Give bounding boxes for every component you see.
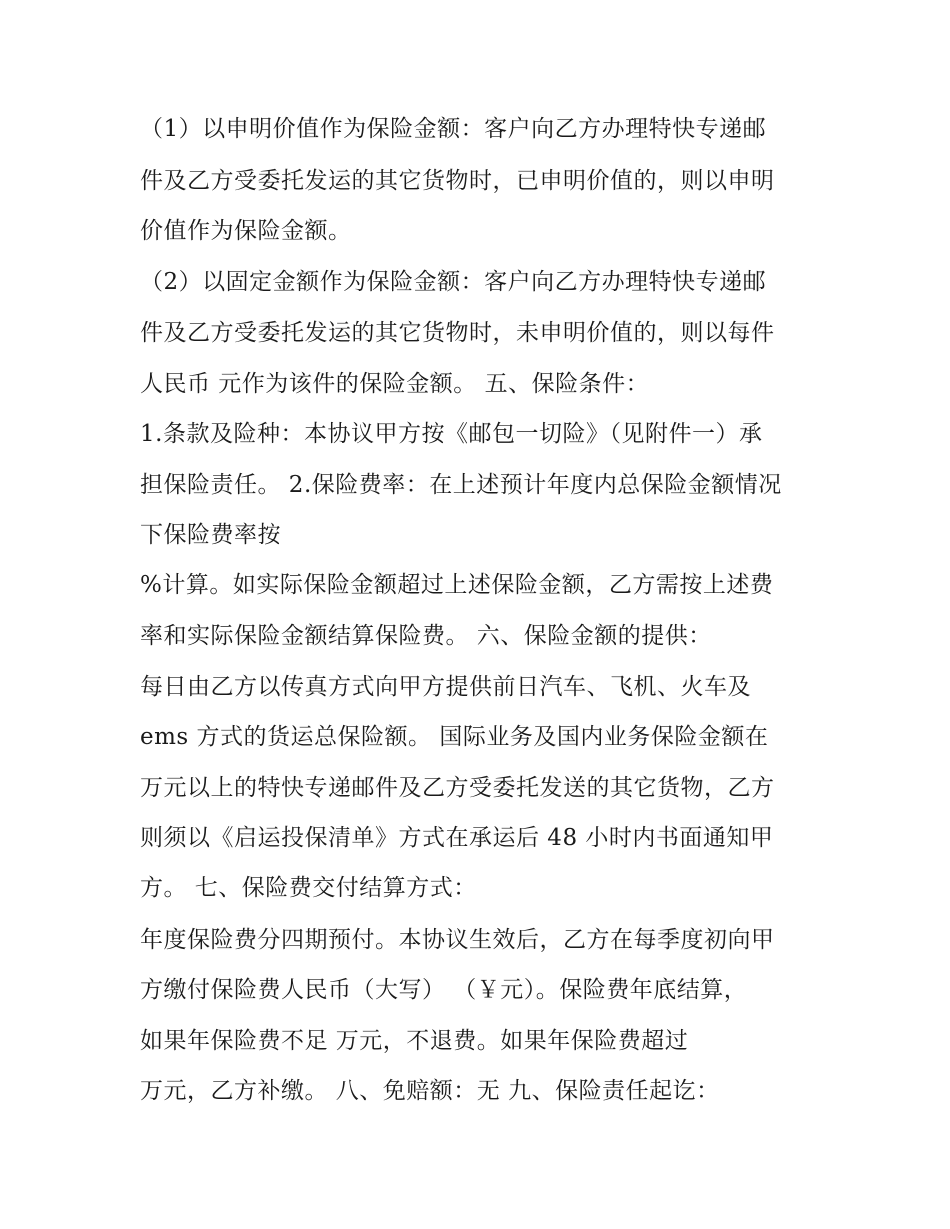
text-line-8: 担保险责任。 2.保险费率：在上述预计年度内总保险金额情况	[140, 472, 782, 498]
text-line-10: %计算。如实际保险金额超过上述保险金额，乙方需按上述费	[140, 572, 774, 598]
text-line-13: ems 方式的货运总保险额。 国际业务及国内业务保险金额在	[140, 724, 769, 750]
text-line-17: 年度保险费分四期预付。本协议生效后，乙方在每季度初向甲	[140, 927, 775, 953]
text-line-18: 方缴付保险费人民币（大写） （￥元）。保险费年底结算，	[140, 977, 748, 1003]
text-line-11: 率和实际保险金额结算保险费。 六、保险金额的提供：	[140, 623, 712, 649]
text-line-1: （1）以申明价值作为保险金额：客户向乙方办理特快专递邮	[140, 116, 767, 142]
text-line-19: 如果年保险费不足 万元，不退费。如果年保险费超过	[140, 1028, 689, 1054]
text-line-9: 下保险费率按	[140, 522, 281, 548]
text-line-2: 件及乙方受委托发运的其它货物时，已申明价值的，则以申明	[140, 168, 775, 194]
text-line-4: （2）以固定金额作为保险金额：客户向乙方办理特快专递邮	[140, 269, 767, 295]
text-line-6: 人民币 元作为该件的保险金额。 五、保险条件：	[140, 371, 650, 397]
text-line-15: 则须以《启运投保清单》方式在承运后 48 小时内书面通知甲	[140, 825, 774, 851]
text-line-5: 件及乙方受委托发运的其它货物时，未申明价值的，则以每件	[140, 320, 775, 346]
text-line-20: 万元，乙方补缴。 八、免赔额：无 九、保险责任起讫：	[140, 1078, 720, 1104]
text-line-14: 万元以上的特快专递邮件及乙方受委托发送的其它货物，乙方	[140, 775, 775, 801]
text-line-12: 每日由乙方以传真方式向甲方提供前日汽车、飞机、火车及	[140, 674, 751, 700]
text-line-3: 价值作为保险金额。	[140, 218, 352, 244]
text-line-16: 方。 七、保险费交付结算方式：	[140, 875, 477, 901]
text-line-7: 1.条款及险种：本协议甲方按《邮包一切险》（见附件一）承	[140, 421, 763, 447]
